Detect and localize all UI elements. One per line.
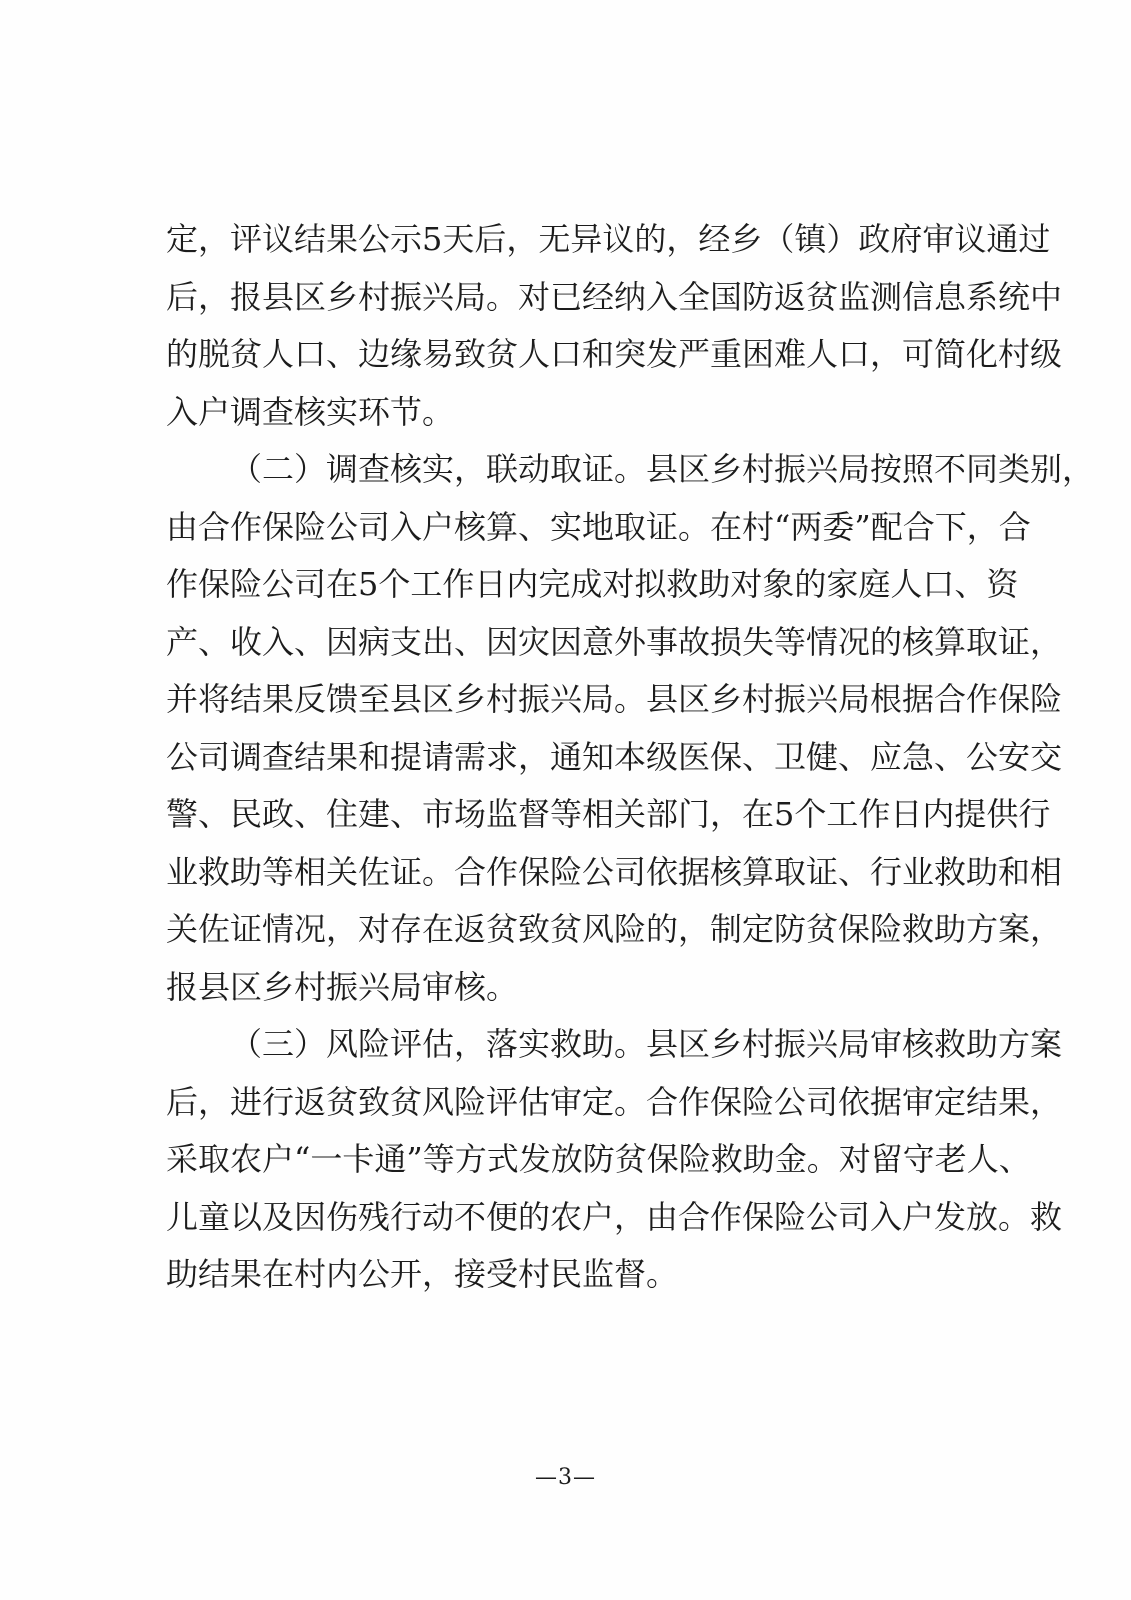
text-line: 助结果在村内公开，接受村民监督。 — [166, 1255, 679, 1293]
paragraph-heading-line: （二）调查核实，联动取证。县区乡村振兴局按照不同类别， — [230, 450, 1095, 488]
text-line: 公司调查结果和提请需求，通知本级医保、卫健、应急、公安交 — [166, 737, 1063, 776]
text-line: 并将结果反馈至县区乡村振兴局。县区乡村振兴局根据合作保险 — [166, 680, 1063, 718]
page-number: —3— — [535, 1465, 596, 1490]
text-line: 作保险公司在5个工作日内完成对拟救助对象的家庭人口、资 — [166, 565, 1019, 603]
text-line: 定，评议结果公示5天后，无异议的，经乡（镇）政府审议通过 — [166, 220, 1051, 258]
text-line: 由合作保险公司入户核算、实地取证。在村“两委”配合下，合 — [166, 507, 1031, 546]
document-body — [166, 211, 1095, 1304]
text-line: 警、民政、住建、市场监督等相关部门，在5个工作日内提供行 — [166, 795, 1051, 833]
text-line: 报县区乡村振兴局审核。 — [166, 967, 519, 1006]
text-line: 入户调查核实环节。 — [166, 392, 455, 431]
text-line: 采取农户“一卡通”等方式发放防贫保险救助金。对留守老人、 — [166, 1140, 1031, 1178]
text-line: 后，进行返贫致贫风险评估审定。合作保险公司依据审定结果， — [166, 1082, 1063, 1121]
text-line: 产、收入、因病支出、因灾因意外事故损失等情况的核算取证， — [166, 622, 1063, 661]
text-line: 关佐证情况，对存在返贫致贫风险的，制定防贫保险救助方案， — [166, 910, 1063, 948]
text-line: 业救助等相关佐证。合作保险公司依据核算取证、行业救助和相 — [166, 852, 1063, 891]
text-line: 的脱贫人口、边缘易致贫人口和突发严重困难人口，可简化村级 — [166, 335, 1063, 373]
text-line: 儿童以及因伤残行动不便的农户，由合作保险公司入户发放。救 — [166, 1197, 1063, 1236]
paragraph-heading-line: （三）风险评估，落实救助。县区乡村振兴局审核救助方案 — [230, 1025, 1063, 1063]
text-line: 后，报县区乡村振兴局。对已经纳入全国防返贫监测信息系统中 — [166, 277, 1063, 316]
